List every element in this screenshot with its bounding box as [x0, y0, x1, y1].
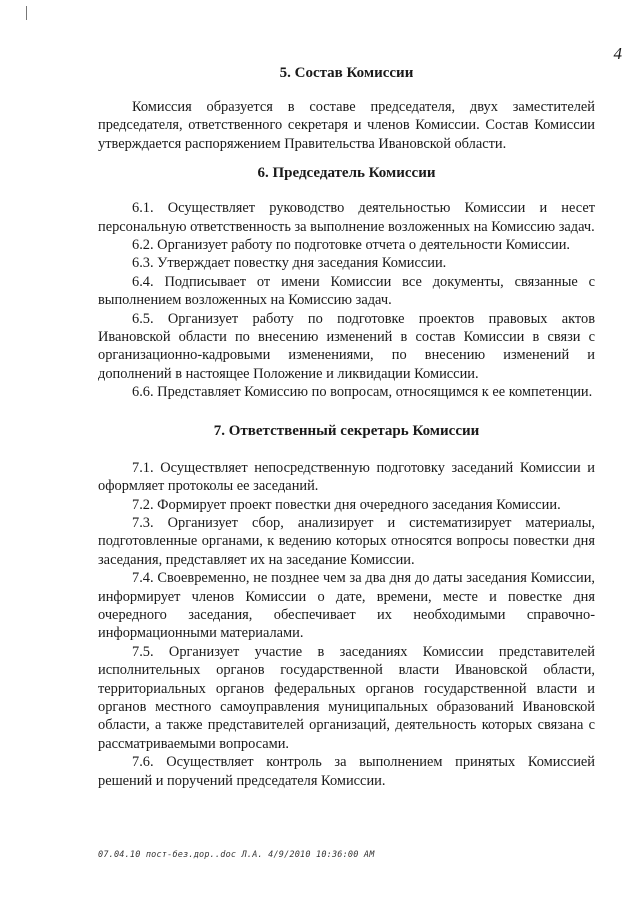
document-body: [98, 64, 595, 790]
section-composition: [98, 64, 595, 153]
section-heading: 5. Состав Комиссии: [279, 65, 414, 81]
section-heading: 6. Председатель Комиссии: [257, 165, 436, 182]
section-secretary: [98, 422, 595, 790]
paragraph: 7.4. Своевременно, не позднее чем за два дня до даты заседания Комиссии, информирует членов Комиссии о дате, времени, месте и повестке дня очередного заседания, обеспечивает их необходимыми справочно-информационными материалами.: [98, 570, 595, 642]
paragraph: 6.4. Подписывает от имени Комиссии все документы, связанные с выполнением возложенных на Комиссию задач.: [98, 273, 595, 309]
paragraph: Комиссия образуется в составе председателя, двух заместителей председателя, ответственного секретаря и членов Комиссии. Состав Комиссии утверждается распоряжением Правительства Ивановской области.: [98, 99, 595, 152]
section-heading: 7. Ответственный секретарь Комиссии: [213, 422, 480, 439]
paragraph: 6.2. Организует работу по подготовке отчета о деятельности Комиссии.: [132, 237, 571, 254]
paragraph: 7.2. Формирует проект повестки дня очередного заседания Комиссии.: [132, 496, 561, 513]
paragraph: 7.5. Организует участие в заседаниях Комиссии представителей исполнительных органов государственной власти Ивановской области, территориальных органов федеральных органов государственной власти и органов местного самоуправления муниципальных образований Ивановской области, а также представителей организаций, деятельность которых связана с рассматриваемыми вопросами.: [98, 643, 595, 752]
paragraph: 6.1. Осуществляет руководство деятельностью Комиссии и несет персональную ответственность за выполнение возложенных на Комиссию задач.: [98, 200, 595, 235]
paragraph: 6.5. Организует работу по подготовке проектов правовых актов Ивановской области по внесению изменений в состав Комиссии в связи с организационно-кадровыми изменениями, по внесению изменений и дополнений в настоящее Положение и ликвидации Комиссии.: [98, 310, 595, 382]
document-footer: 07.04.10 пост-без.дор..doc Л.А. 4/9/2010 10:36:00 AM: [98, 850, 375, 860]
paragraph: 6.6. Представляет Комиссию по вопросам, относящимся к ее компетенции.: [132, 384, 593, 401]
section-chairman: [98, 164, 595, 401]
paragraph: 7.1. Осуществляет непосредственную подготовку заседаний Комиссии и оформляет протоколы ее заседаний.: [98, 459, 595, 495]
scan-edge-mark: [26, 6, 27, 20]
paragraph: 7.6. Осуществляет контроль за выполнением принятых Комиссией решений и поручений председателя Комиссии.: [98, 754, 595, 789]
paragraph: 7.3. Организует сбор, анализирует и систематизирует материалы, подготовленные органами, к ведению которых относятся вопросы повестки дня заседания, представляет их на заседание Комиссии.: [98, 514, 595, 568]
page-number: 4: [613, 44, 622, 63]
paragraph: 6.3. Утверждает повестку дня заседания Комиссии.: [132, 255, 447, 272]
